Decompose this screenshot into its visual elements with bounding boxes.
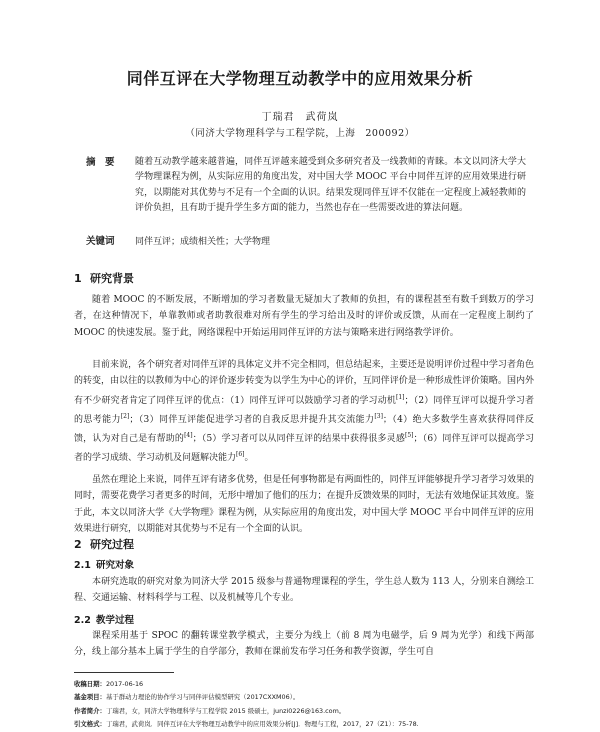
subsection-title: 研究对象 xyxy=(96,560,135,571)
section-number: 1 xyxy=(74,272,82,285)
body-paragraph-1: 随着 MOOC 的不断发展，不断增加的学习者数量无疑加大了教师的负担，有的课程甚至有数千到数万的学习者，在这种情况下，单靠教师或者助教很难对所有学生的学习给出及时的评价或反馈，从而在一定程度上制约了 MOOC 的快速发展。鉴于此，网络课程中开始运用同伴互评的方法与策略来进行网络教学评价。 xyxy=(74,295,534,338)
section-title: 研究背景 xyxy=(90,272,134,285)
subsection-title: 教学过程 xyxy=(96,615,135,626)
subsection-number: 2.1 xyxy=(74,560,91,571)
citation-ref: [4] xyxy=(184,432,193,440)
keywords-label: 关键词 xyxy=(86,236,115,247)
section-number: 2 xyxy=(74,538,82,551)
citation-ref: [6] xyxy=(236,451,245,459)
citation-ref: [3] xyxy=(374,412,383,420)
keywords-block xyxy=(86,233,526,247)
subsection-heading-2-1 xyxy=(74,557,134,571)
abstract-label: 摘 要 xyxy=(86,157,115,168)
body-paragraph-5: 课程采用基于 SPOC 的翻转课堂教学模式，主要分为线上（前 8 周为电磁学，后 9 周为光学）和线下两部分，线上部分基本上属于学生的自学部分，教师在课前发布学习任务和教学资源，学生可自 xyxy=(74,631,534,658)
affiliation-line: （同济大学物理科学与工程学院，上海 200092） xyxy=(185,128,415,139)
citation-ref: [5] xyxy=(405,432,414,440)
citation-ref: [2] xyxy=(120,412,130,420)
footnote-received: 收稿日期：2017-06-16 xyxy=(74,680,144,688)
abstract-block xyxy=(86,155,526,217)
citation-ref: [1] xyxy=(396,393,405,401)
footnote-citation: 引文格式：丁瑞君，武荷岚．同伴互评在大学物理互动教学中的应用效果分析[J]．物理与工程，2017，27（Z1）：75-78. xyxy=(74,720,419,729)
section-heading-1 xyxy=(74,270,134,286)
paper-title: 同伴互评在大学物理互动教学中的应用效果分析 xyxy=(126,69,474,88)
footnote-author: 作者简介：丁瑞君，女，同济大学物理科学与工程学院 2015 级硕士，junzi0226@163.com。 xyxy=(74,706,346,715)
section-heading-2 xyxy=(74,536,134,552)
section-title: 研究过程 xyxy=(90,538,134,551)
body-paragraph-4: 本研究选取的研究对象为同济大学 2015 级参与普通物理课程的学生，学生总人数为 113 人，分别来自测绘工程、交通运输、材料科学与工程、以及机械等几个专业。 xyxy=(74,577,534,604)
author-line: 丁瑞君 武荷岚 xyxy=(261,112,339,123)
subsection-heading-2-2 xyxy=(74,612,134,626)
footnote-divider xyxy=(74,672,174,673)
abstract-text: 随着互动教学越来越普遍，同伴互评越来越受到众多研究者及一线教师的青睐。本文以同济大学大学物理课程为例，从实际应用的角度出发，对中国大学 MOOC 平台中同伴互评的应用效果进行研究，以期能对其优势与不足有一个全面的认识。结果发现同伴互评不仅能在一定程度上减轻教师的评价负担，且有助于提升学生多方面的能力，当然也存在一些需要改进的算法问题。 xyxy=(135,157,526,214)
footnotes xyxy=(74,678,544,732)
subsection-number: 2.2 xyxy=(74,615,91,626)
keywords-text: 同伴互评；成绩相关性；大学物理 xyxy=(135,237,271,247)
body-paragraph-2: 目前来说，各个研究者对同伴互评的具体定义并不完全相同，但总结起来，主要还是说明评价过程中学习者角色的转变，由以往的以教师为中心的评价逐步转变为以学生为中心的评价，互同伴评价是一种形成性评价策略。国内外有不少研究者肯定了同伴互评的优点：（1）同伴互评可以鼓励学习者的学习动机[1]；（2）同伴互评可以提升学习者的思考能力[2]；（3）同伴互评能促进学习者的自我反思并提升其交流能力[3]；（4）绝大多数学生喜欢获得同伴反馈，认为对自己是有帮助的[4]；（5）学习者可以从同伴互评的结果中获得很多灵感[5]；（6）同伴互评可以提高学习者的学习成绩、学习动机及问题解决能力[6]。 xyxy=(74,360,534,464)
body-paragraph-3: 虽然在理论上来说，同伴互评有诸多优势，但是任何事物都是有两面性的，同伴互评能够提升学习者学习效果的同时，需要花费学习者更多的时间，无形中增加了他们的压力；在提升反馈效果的同时，无法有效地保证其效度。鉴于此，本文以同济大学《大学物理》课程为例，从实际应用的角度出发，对中国大学 MOOC 平台中同伴互评的应用效果进行研究，以期能对其优势与不足有一个全面的认识。 xyxy=(74,475,534,534)
footnote-funding: 基金项目：基于群动力理论的协作学习与同伴评估模型研究（2017CXXM06）。 xyxy=(74,693,300,702)
